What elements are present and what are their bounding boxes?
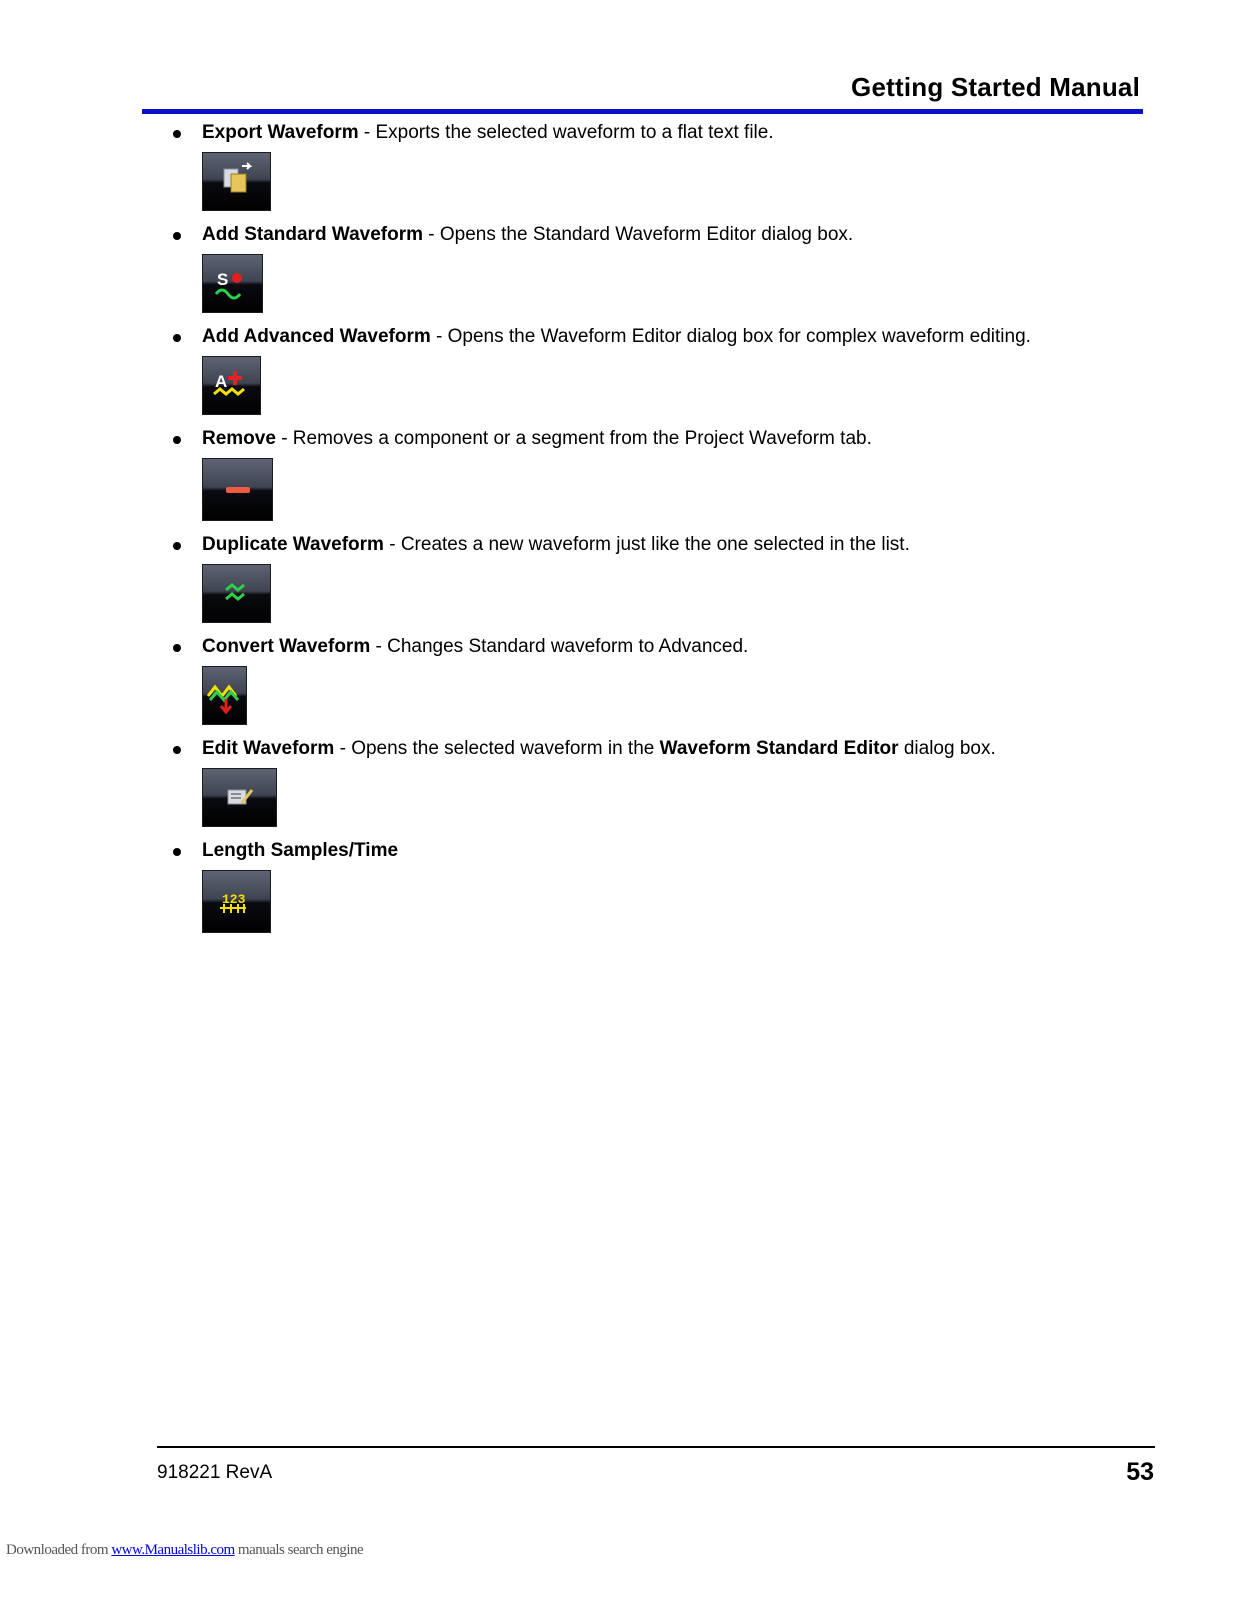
bullet-icon [173,644,181,652]
duplicate-waveform-icon[interactable] [202,564,271,623]
item-label: Export Waveform [202,122,359,143]
item-label: Add Standard Waveform [202,224,423,245]
edit-waveform-icon[interactable] [202,768,277,827]
download-note [6,1542,363,1559]
standard-letter-glyph: S [217,270,229,289]
list-item-export-waveform [170,120,1130,146]
item-label: Duplicate Waveform [202,534,384,555]
bullet-icon [173,232,181,240]
download-prefix: Downloaded from [6,1542,112,1558]
item-label: Remove [202,428,276,449]
item-description: - Changes Standard waveform to Advanced. [370,636,749,657]
list-item-text [170,324,1130,350]
header-rule [142,109,1143,114]
list-item-remove [170,426,1130,452]
list-item-text [170,222,1130,248]
item-description: - Opens the selected waveform in the [334,738,660,759]
manualslib-link[interactable]: www.Manualslib.com [111,1542,235,1558]
list-item-length-samples-time [170,838,1130,907]
item-description: - Opens the Standard Waveform Editor dialog box. [423,224,854,245]
bullet-icon [173,746,181,754]
item-label: Length Samples/Time [202,840,399,861]
list-item-add-advanced-waveform [170,324,1130,391]
list-item-text [170,120,1130,146]
list-item-text [170,426,1130,452]
item-description: - Opens the Waveform Editor dialog box for complex waveform editing. [430,326,1031,347]
advanced-letter-glyph: A [215,372,228,391]
bullet-icon [173,334,181,342]
item-description: - Exports the selected waveform to a flat text file. [358,122,774,143]
page-number: 53 [1126,1458,1154,1486]
export-waveform-icon[interactable] [202,152,271,211]
list-item-text [170,532,1130,558]
header-title: Getting Started Manual [851,72,1140,102]
item-label: Edit Waveform [202,738,335,759]
bullet-icon [173,542,181,550]
download-suffix: manuals search engine [234,1542,364,1558]
item-label: Convert Waveform [202,636,371,657]
item-description-bold: Waveform Standard Editor [659,738,899,759]
list-item-text [170,634,1130,660]
item-label: Add Advanced Waveform [202,326,431,347]
item-description-tail: dialog box. [898,738,996,759]
remove-icon[interactable] [202,458,273,521]
bullet-icon [173,436,181,444]
footer-rule [157,1446,1155,1448]
convert-waveform-icon[interactable] [202,666,247,725]
list-item-text [170,736,1130,762]
add-standard-waveform-icon[interactable] [202,254,263,313]
list-item-edit-waveform [170,736,1130,762]
bullet-icon [173,130,181,138]
list-item-add-standard-waveform [170,222,1130,289]
item-description: - Removes a component or a segment from the Project Waveform tab. [275,428,872,449]
bullet-icon [173,848,181,856]
list-item-text [170,838,1130,864]
list-item-convert-waveform [170,634,1130,660]
footer-doc-id: 918221 RevA [157,1462,273,1483]
length-number-glyph: 123 [222,892,246,907]
item-description: - Creates a new waveform just like the one selected in the list. [383,534,910,555]
length-samples-time-icon[interactable] [202,870,271,933]
list-item-duplicate-waveform [170,532,1130,558]
add-advanced-waveform-icon[interactable] [202,356,261,415]
